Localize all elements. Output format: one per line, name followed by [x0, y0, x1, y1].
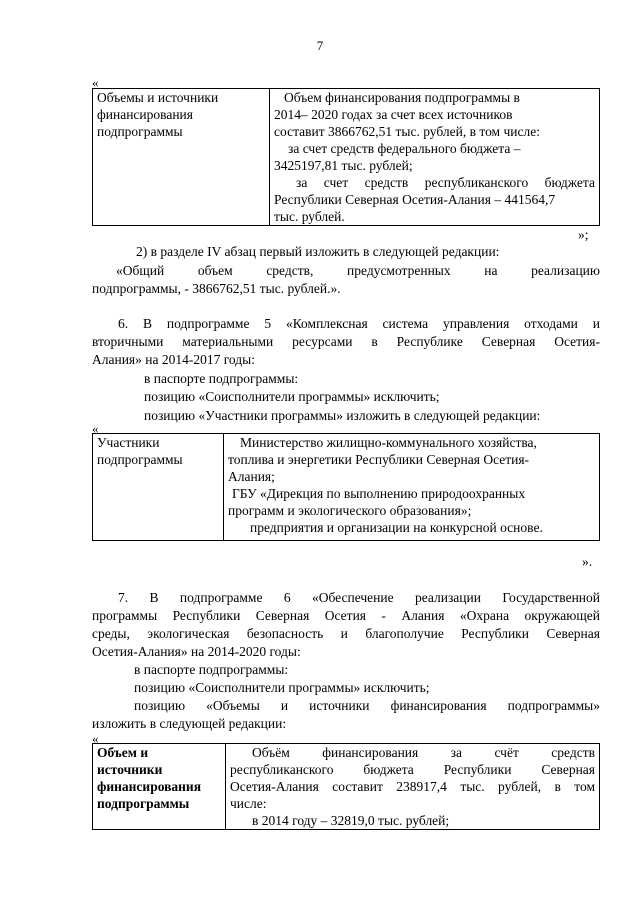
item2-line1: 2) в разделе IV абзац первый изложить в следующей редакции:	[136, 244, 500, 259]
participants-table-value: Министерство жилищно-коммунального хозяйства, топлива и энергетики Республики Северная Осетия- Алания; ГБУ «Дирекция по выполнению природоохранных программ и экологического образования»; предприятия и организации на конкурсной основе.	[224, 434, 600, 541]
participants-table-label: Участники подпрограммы	[93, 434, 224, 541]
funding-table-2-value: Объём финансирования за счёт средств республиканского бюджета Республики Северная Осетия-Алания составит 238917,4 тыс. рублей, в том числе: в 2014 году – 32819,0 тыс. рублей;	[226, 744, 600, 830]
funding-table-1-label: Объемы и источники финансирования подпрограммы	[93, 89, 270, 226]
close-quote-1: »;	[578, 227, 589, 242]
item6-line2: вторичными материальными ресурсами в Республике Северная Осетия-	[92, 334, 600, 349]
page-number: 7	[316, 38, 324, 53]
item6-line4: в паспорте подпрограммы:	[144, 371, 299, 386]
item2-line2: «Общий объем средств, предусмотренных на реализацию	[116, 263, 600, 278]
item7-line7: позицию «Объемы и источники финансирования подпрограммы»	[134, 698, 600, 713]
item7-line3: среды, экологическая безопасность и благополучие Республики Северная	[92, 626, 600, 641]
item7-line2: программы Республики Северная Осетия - Алания «Охрана окружающей	[92, 608, 600, 623]
item7-line1: 7. В подпрограмме 6 «Обеспечение реализации Государственной	[118, 590, 600, 605]
open-quote-1: «	[92, 75, 99, 90]
item6-line3: Алания» на 2014-2017 годы:	[92, 352, 255, 367]
funding-table-1	[92, 88, 600, 226]
item6-line1: 6. В подпрограмме 5 «Комплексная система управления отходами и	[118, 316, 600, 331]
funding-table-2-label: Объем и источники финансирования подпрограммы	[93, 744, 226, 830]
funding-table-2	[92, 743, 600, 830]
open-quote-3: «	[92, 731, 99, 746]
item7-line6: позицию «Соисполнители программы» исключить;	[134, 680, 430, 695]
item7-line4: Осетия-Алания» на 2014-2020 годы:	[92, 644, 301, 659]
item7-line8: изложить в следующей редакции:	[92, 716, 287, 731]
participants-table	[92, 433, 600, 541]
close-quote-2: ».	[582, 554, 593, 569]
item7-line5: в паспорте подпрограммы:	[134, 662, 289, 677]
item2-line3: подпрограммы, - 3866762,51 тыс. рублей.».	[92, 281, 341, 296]
open-quote-2: «	[92, 421, 99, 436]
item6-line5: позицию «Соисполнители программы» исключить;	[144, 389, 440, 404]
item6-line6: позицию «Участники программы» изложить в следующей редакции:	[144, 408, 541, 423]
funding-table-1-value: Объем финансирования подпрограммы в 2014– 2020 годах за счет всех источников составит 3866762,51 тыс. рублей, в том числе: за счет средств федерального бюджета – 3425197,81 тыс. рублей; за счет средств республиканского бюджета Республики Северная Осетия-Алания – 441564,7 тыс. рублей.	[270, 89, 600, 226]
